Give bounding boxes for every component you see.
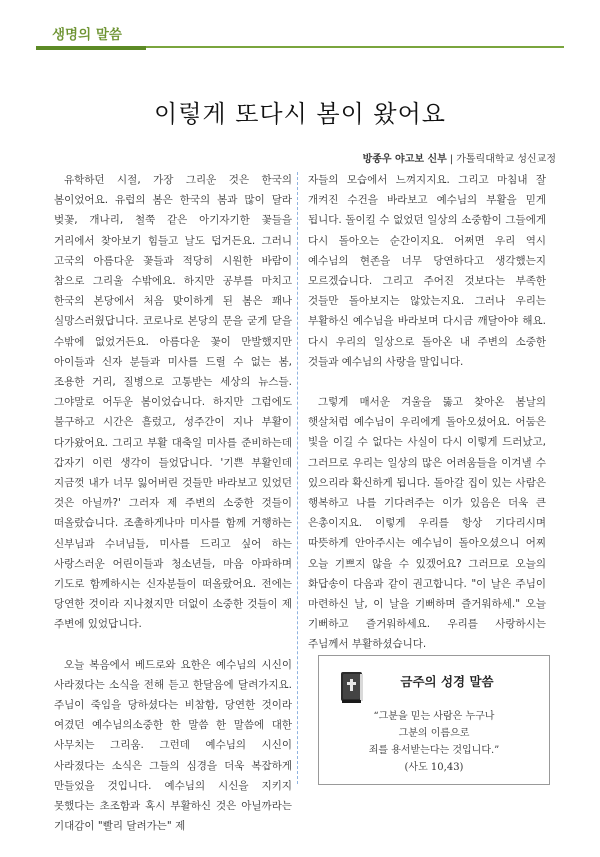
verse-line: 죄를 용서받는다는 것입니다.” — [368, 745, 500, 756]
verse-box-title: 금주의 성경 말씀 — [400, 674, 494, 689]
byline — [363, 150, 556, 165]
article-title: 이렇게 또다시 봄이 왔어요 — [154, 100, 446, 128]
author-name: 방종우 야고보 신부 — [362, 154, 447, 165]
verse-reference: (사도 10,43) — [404, 762, 464, 773]
section-label: 생명의 말씀 — [36, 24, 130, 46]
author-affiliation: 가톨릭대학교 성신교정 — [456, 154, 556, 165]
column-divider — [297, 172, 298, 784]
byline-separator: | — [449, 154, 454, 165]
paragraph: 유학하던 시절, 가장 그리운 것은 한국의 봄이었어요. 유럽의 봄은 한국의 봄과 많이 달라 벚꽃, 개나리, 철쭉 같은 아기자기한 꽃들을 거리에서 찾아보기 힘들고 날도 덥거든요. 그러니 고국의 아름다운 꽃들과 적당히 시원한 바람이 참으로 그리울 수밖에요. 하지만 공부를 마치고 한국의 본당에서 처음 맞이하게 된 봄은 꽤나 실망스러웠답니다. 코로나로 본당의 문을 굳게 닫을 수밖에 없었거든요. 아름다운 꽃이 만발했지만 아이들과 신자 분들과 미사를 드릴 수 없는 봄, 조용한 거리, 질병으로 고통받는 세상의 뉴스들. 그야말로 어두운 봄이었습니다. 하지만 그럼에도 불구하고 시간은 흘렀고, 성주간이 지나 부활이 다가왔어요. 그리고 부활 대축일 미사를 준비하는데 갑자기 이런 생각이 들었답니다. '기쁜 부활인데 지금껏 내가 너무 잃어버린 것들만 바라보고 있었던 것은 아닐까?' 그러자 제 주변의 소중한 것들이 떠올랐습니다. 조촐하게나마 미사를 함께 거행하는 신부님과 수녀님들, 미사를 드리고 싶어 하는 사랑스러운 어린이들과 청소년들, 마음 아파하며 기도로 함께하시는 신자분들이 떠올랐어요. 전에는 당연한 것이라 지나쳤지만 더없이 소중한 것들이 제 주변에 있었답니다. — [54, 174, 292, 631]
paragraph: 자들의 모습에서 느껴지지요. 그리고 마침내 잘 개켜진 수건을 바라보고 예수님의 부활을 믿게 됩니다. 돌이킬 수 없었던 일상의 소중함이 그들에게 다시 돌아오는 순간이지요. 어쩌면 우리 역시 예수님의 현존을 너무 당연하다고 생각했는지 모르겠습니다. 그리고 주어진 것보다는 부족한 것들만 돌아보지는 않았는지요. 그러나 우리는 부활하신 예수님을 바라보며 다시금 깨달아야 해요. 다시 우리의 일상으로 돌아온 내 주변의 소중한 것들과 예수님의 사랑을 말입니다. — [308, 174, 546, 368]
paragraph: 그렇게 매서운 겨울을 뚫고 찾아온 봄날의 햇살처럼 예수님이 우리에게 돌아오셨어요. 어둠은 빛을 이길 수 없다는 사실이 다시 이렇게 드러났고, 그러므로 우리는 일상의 많은 어려움들을 이겨낼 수 있으리라 확신하게 됩니다. 돌아갈 집이 있는 사람은 행복하고 나를 기다려주는 이가 있음은 더욱 큰 은총이지요. 이렇게 우리를 항상 기다리시며 따뜻하게 안아주시는 예수님이 돌아오셨으니 어찌 오늘 기쁘지 않을 수 있겠어요? 그러므로 오늘의 화답송이 다음과 같이 권고합니다. "이 날은 주님이 마련하신 날, 이 날을 기뻐하며 즐거워하세." 오늘 기뻐하고 즐거워하세요. 우리를 사랑하시는 주님께서 부활하셨습니다. — [308, 396, 546, 651]
header-tab-underline — [36, 46, 146, 50]
article-column-right — [308, 170, 546, 675]
article-column-left — [54, 170, 292, 857]
paragraph: 오늘 복음에서 베드로와 요한은 예수님의 시신이 사라졌다는 소식을 전해 듣고 한달음에 달려가지요. 주님이 죽임을 당하셨다는 비참함, 당연한 것이라 여겼던 예수님의소중한 한 말씀 한 말씀에 대한 사무치는 그리움. 그런데 예수님의 시신이 사라졌다는 소식은 그들의 심경을 더욱 복잡하게 만들었을 것입니다. 예수님의 시신을 지키지 못했다는 초조함과 혹시 부활하신 것은 아닐까라는 기대감이 "빨리 달려가는" 제 — [54, 658, 292, 833]
verse-text — [329, 708, 539, 776]
weekly-verse-box — [318, 655, 550, 785]
verse-line: 그분의 이름으로 — [398, 728, 470, 739]
verse-line: “그분을 믿는 사람은 누구나 — [373, 711, 495, 722]
